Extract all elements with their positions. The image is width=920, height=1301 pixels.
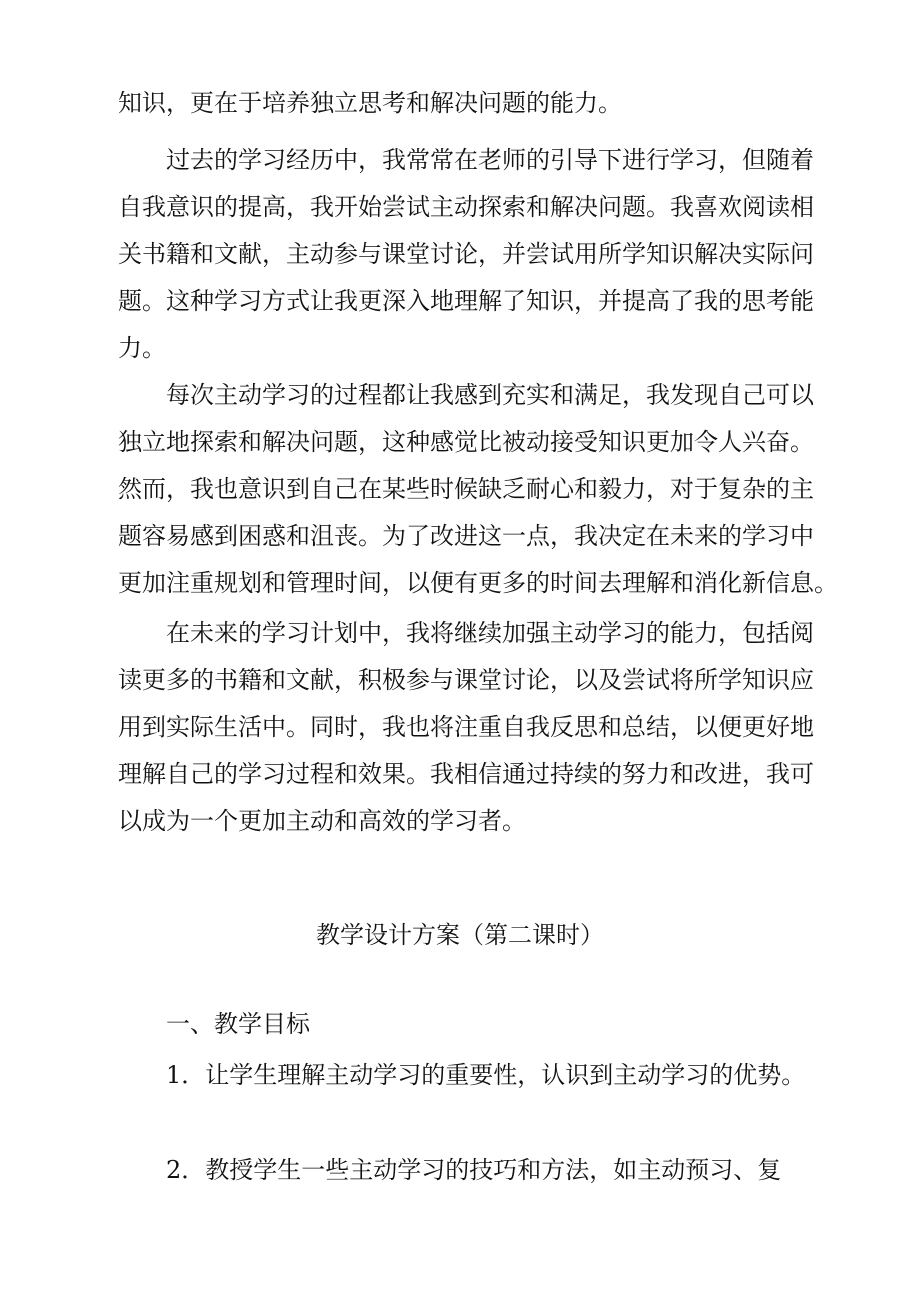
paragraph-line: 在未来的学习计划中，我将继续加强主动学习的能力，包括阅 [166,619,814,647]
document-title: 教学设计方案（第二课时） [316,921,604,949]
list-item: 1．让学生理解主动学习的重要性，认识到主动学习的优势。 [166,1061,806,1089]
paragraph-line: 理解自己的学习过程和效果。我相信通过持续的努力和改进，我可 [118,760,814,788]
paragraph-line: 力。 [118,334,166,362]
section-heading: 一、教学目标 [166,1010,310,1038]
paragraph-line: 自我意识的提高，我开始尝试主动探索和解决问题。我喜欢阅读相 [118,193,814,221]
paragraph-line: 每次主动学习的过程都让我感到充实和满足，我发现自己可以 [166,381,814,409]
paragraph-line: 读更多的书籍和文献，积极参与课堂讨论，以及尝试将所学知识应 [118,666,814,694]
paragraph-line: 以成为一个更加主动和高效的学习者。 [118,807,526,835]
paragraph-line: 题。这种学习方式让我更深入地理解了知识，并提高了我的思考能 [118,287,814,315]
paragraph-line: 题容易感到困惑和沮丧。为了改进这一点，我决定在未来的学习中 [118,522,814,550]
paragraph-line: 然而，我也意识到自己在某些时候缺乏耐心和毅力，对于复杂的主 [118,475,814,503]
paragraph-line: 过去的学习经历中，我常常在老师的引导下进行学习，但随着 [166,146,814,174]
paragraph-line: 知识，更在于培养独立思考和解决问题的能力。 [118,89,622,117]
list-item: 2．教授学生一些主动学习的技巧和方法，如主动预习、复 [166,1156,782,1184]
paragraph-line: 用到实际生活中。同时，我也将注重自我反思和总结，以便更好地 [118,713,814,741]
paragraph-line: 独立地探索和解决问题，这种感觉比被动接受知识更加令人兴奋。 [118,428,814,456]
paragraph-line: 更加注重规划和管理时间，以便有更多的时间去理解和消化新信息。 [118,569,838,597]
paragraph-line: 关书籍和文献，主动参与课堂讨论，并尝试用所学知识解决实际问 [118,240,814,268]
